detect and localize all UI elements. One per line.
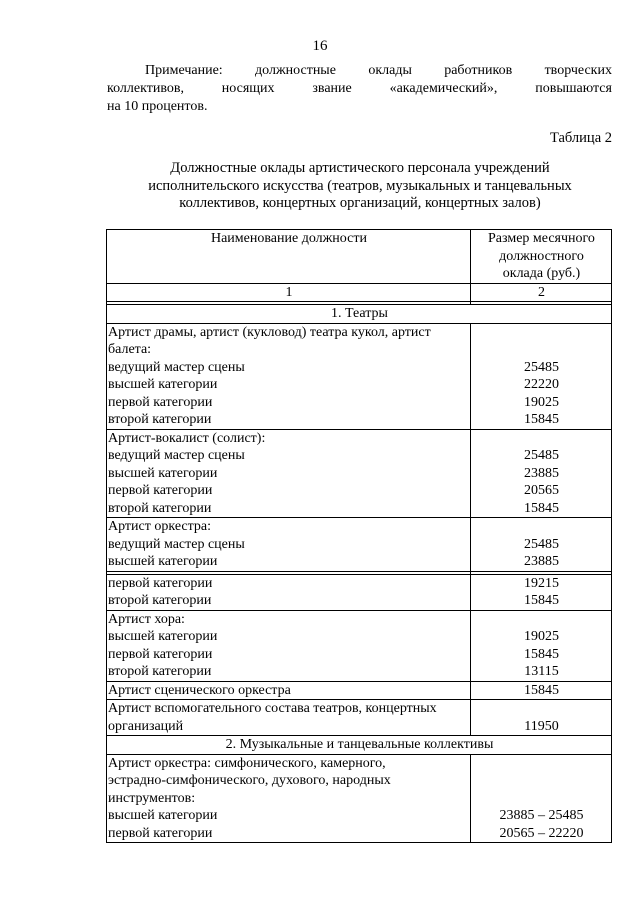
position-cell [107,323,471,429]
position-cell [107,700,471,736]
position-name: второй категории [108,664,212,679]
position-cell [107,681,471,700]
salary-gap [472,772,611,790]
position-group-row [107,700,612,736]
salary-cell [470,700,611,736]
note-line-3: на 10 процентов. [107,99,208,114]
position-name: первой категории [108,575,213,591]
salary-cell [470,610,611,681]
position-group-row [107,610,612,681]
salary-value: 19025 [523,394,559,410]
salary-table-body [107,230,612,843]
salary-value: 13115 [524,664,559,679]
note-line-2 [107,80,612,98]
position-group-row [107,754,612,843]
header-salary-line: оклада (руб.) [502,266,581,281]
salary-cell [470,518,611,572]
note-word: должностные [255,63,336,78]
salary-cell [470,754,611,843]
note-word: звание [312,81,352,96]
table-title-line: Должностные оклады артистического персонала учреждений [170,160,550,176]
position-name: первой категории [108,394,213,410]
position-name: второй категории [108,500,212,516]
salary-value: 15845 [523,412,559,427]
salary-gap [472,700,611,718]
position-cell [107,574,471,610]
note [107,62,612,116]
position-cell [107,610,471,681]
position-name: высшей категории [108,465,218,481]
column-number-2: 2 [470,283,611,302]
position-group-title: инструментов: [108,790,196,806]
position-group-title: Артист хора: [108,611,185,627]
position-name: ведущий мастер сцены [108,448,245,463]
page-number: 16 [312,38,328,54]
header-position: Наименование должности [107,230,471,284]
position-group-row [107,681,612,700]
position-group-row [107,323,612,429]
table-title [90,160,630,213]
salary-value: 15845 [523,500,559,516]
note-word: носящих [221,81,275,96]
salary-value: 11950 [524,718,559,734]
note-word: Примечание: [145,63,223,78]
position-name: высшей категории [108,554,218,569]
salary-cell [470,429,611,518]
salary-value: 19215 [523,575,559,591]
position-group-title: балета: [108,342,152,357]
note-word: работников [444,63,513,78]
position-name: высшей категории [108,377,218,392]
salary-cell [470,323,611,429]
position-group-title: Артист драмы, артист (кукловод) театра кукол, артист [108,324,431,340]
position-name: организаций [108,718,184,734]
position-group-row [107,429,612,518]
salary-value: 23885 – 25485 [499,808,584,823]
salary-value: 23885 [523,465,559,481]
column-number-1: 1 [107,283,471,302]
salary-gap [472,790,611,808]
position-name: первой категории [108,646,213,662]
position-name: ведущий мастер сцены [108,359,245,375]
position-name: второй категории [108,412,212,427]
salary-value: 22220 [523,377,559,392]
header-row [107,230,612,284]
position-name: первой категории [108,483,213,498]
salary-value: 15845 [523,682,559,698]
section-music-dance: 2. Музыкальные и танцевальные коллективы [107,736,612,755]
salary-gap [472,518,611,536]
header-salary-line: должностного [499,248,584,264]
salary-table [106,229,612,843]
salary-value: 20565 [523,483,559,498]
position-cell [107,518,471,572]
salary-value: 20565 – 22220 [499,825,584,841]
position-name: первой категории [108,825,213,841]
note-word: повышаются [535,81,612,96]
salary-gap [472,341,611,359]
header-salary-line: Размер месячного [488,231,595,246]
position-cell [107,429,471,518]
position-group-title: Артист оркестра: [108,519,211,534]
section-theatres: 1. Театры [107,305,612,324]
table-title-line: коллективов, концертных организаций, концертных залов) [179,195,541,211]
salary-value: 15845 [523,646,559,662]
note-line-1 [107,62,612,80]
position-group-row [107,574,612,610]
salary-value: 25485 [523,359,559,375]
salary-value: 19025 [523,629,559,644]
salary-gap [472,430,611,448]
table-label: Таблица 2 [549,130,612,146]
salary-gap [472,324,611,342]
note-word: коллективов, [107,81,184,96]
position-name: второй категории [108,593,212,608]
salary-cell [470,574,611,610]
note-word: творческих [544,63,612,78]
position-name: Артист сценического оркестра [108,682,291,698]
position-name: ведущий мастер сцены [108,536,245,552]
note-word: оклады [368,63,412,78]
salary-value: 23885 [523,554,559,569]
salary-gap [472,611,611,629]
salary-value: 15845 [523,593,559,608]
header-salary [470,230,611,284]
position-cell [107,754,471,843]
section-row [107,305,612,324]
column-number-row [107,283,612,302]
position-group-title: Артист вспомогательного состава театров, концертных [108,701,437,716]
table-title-line: исполнительского искусства (театров, музыкальных и танцевальных [148,177,572,194]
salary-value: 25485 [523,448,559,463]
note-word: «академический», [389,81,498,96]
position-group-title: эстрадно-симфонического, духового, народных [108,773,391,788]
position-group-row [107,518,612,572]
position-name: высшей категории [108,629,218,644]
salary-gap [472,755,611,773]
position-group-title: Артист-вокалист (солист): [108,430,266,446]
position-group-title: Артист оркестра: симфонического, камерного, [108,755,386,771]
salary-value: 25485 [523,536,559,552]
position-name: высшей категории [108,808,218,823]
salary-cell [470,681,611,700]
section-row [107,736,612,755]
